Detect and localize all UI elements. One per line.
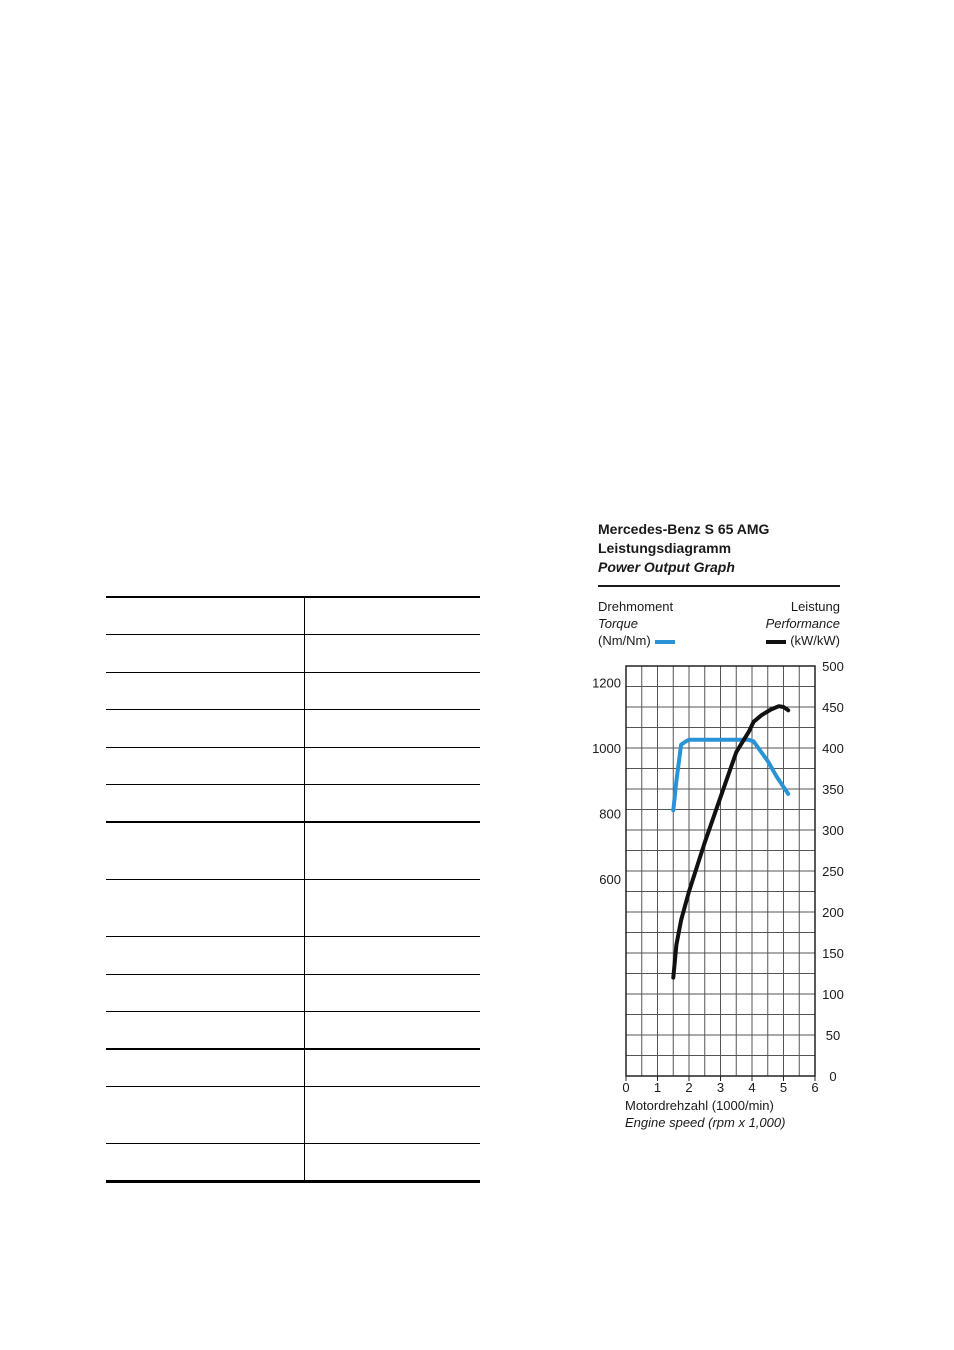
x-tick-label: 2 (685, 1080, 693, 1095)
right-tick-label: 200 (822, 905, 844, 920)
chart-subtitle: Leistungsdiagramm (598, 540, 732, 556)
power-series-line (673, 706, 788, 977)
right-tick-label: 50 (825, 1028, 841, 1043)
x-tick-label: 0 (622, 1080, 630, 1095)
right-tick-label: 450 (822, 700, 844, 715)
right-tick-label: 100 (822, 987, 844, 1002)
chart-subtitle-en: Power Output Graph (598, 559, 735, 575)
right-tick-label: 350 (822, 782, 844, 797)
x-axis-label-en: Engine speed (rpm x 1,000) (625, 1115, 786, 1130)
x-tick-label: 6 (811, 1080, 819, 1095)
chart-title: Mercedes-Benz S 65 AMG (598, 521, 770, 537)
right-tick-label: 300 (822, 823, 844, 838)
right-tick-label: 250 (822, 864, 844, 879)
right-tick-label: 150 (822, 946, 844, 961)
right-tick-label: 400 (822, 741, 844, 756)
left-tick-label: 600 (599, 872, 621, 888)
left-tick-label: 1000 (592, 741, 621, 756)
left-tick-label: 1200 (592, 675, 621, 691)
x-tick-label: 3 (716, 1080, 725, 1095)
legend-torque-label-en: Torque (598, 616, 638, 631)
legend-power-label-en: Performance (765, 616, 840, 631)
legend-torque-label: Drehmoment (598, 599, 674, 614)
x-tick-label: 5 (779, 1080, 788, 1095)
legend-torque-unit: (Nm/Nm) (598, 633, 651, 648)
left-tick-label: 800 (599, 806, 621, 822)
torque-series-line (673, 740, 788, 811)
right-tick-label: 500 (822, 659, 844, 674)
legend-power-unit: (kW/kW) (790, 633, 840, 648)
right-tick-label: 0 (829, 1069, 837, 1084)
legend-power-label: Leistung (790, 599, 840, 614)
x-axis-label: Motordrehzahl (1000/min) (625, 1098, 774, 1113)
x-tick-label: 4 (748, 1080, 756, 1095)
x-tick-label: 1 (653, 1080, 662, 1095)
